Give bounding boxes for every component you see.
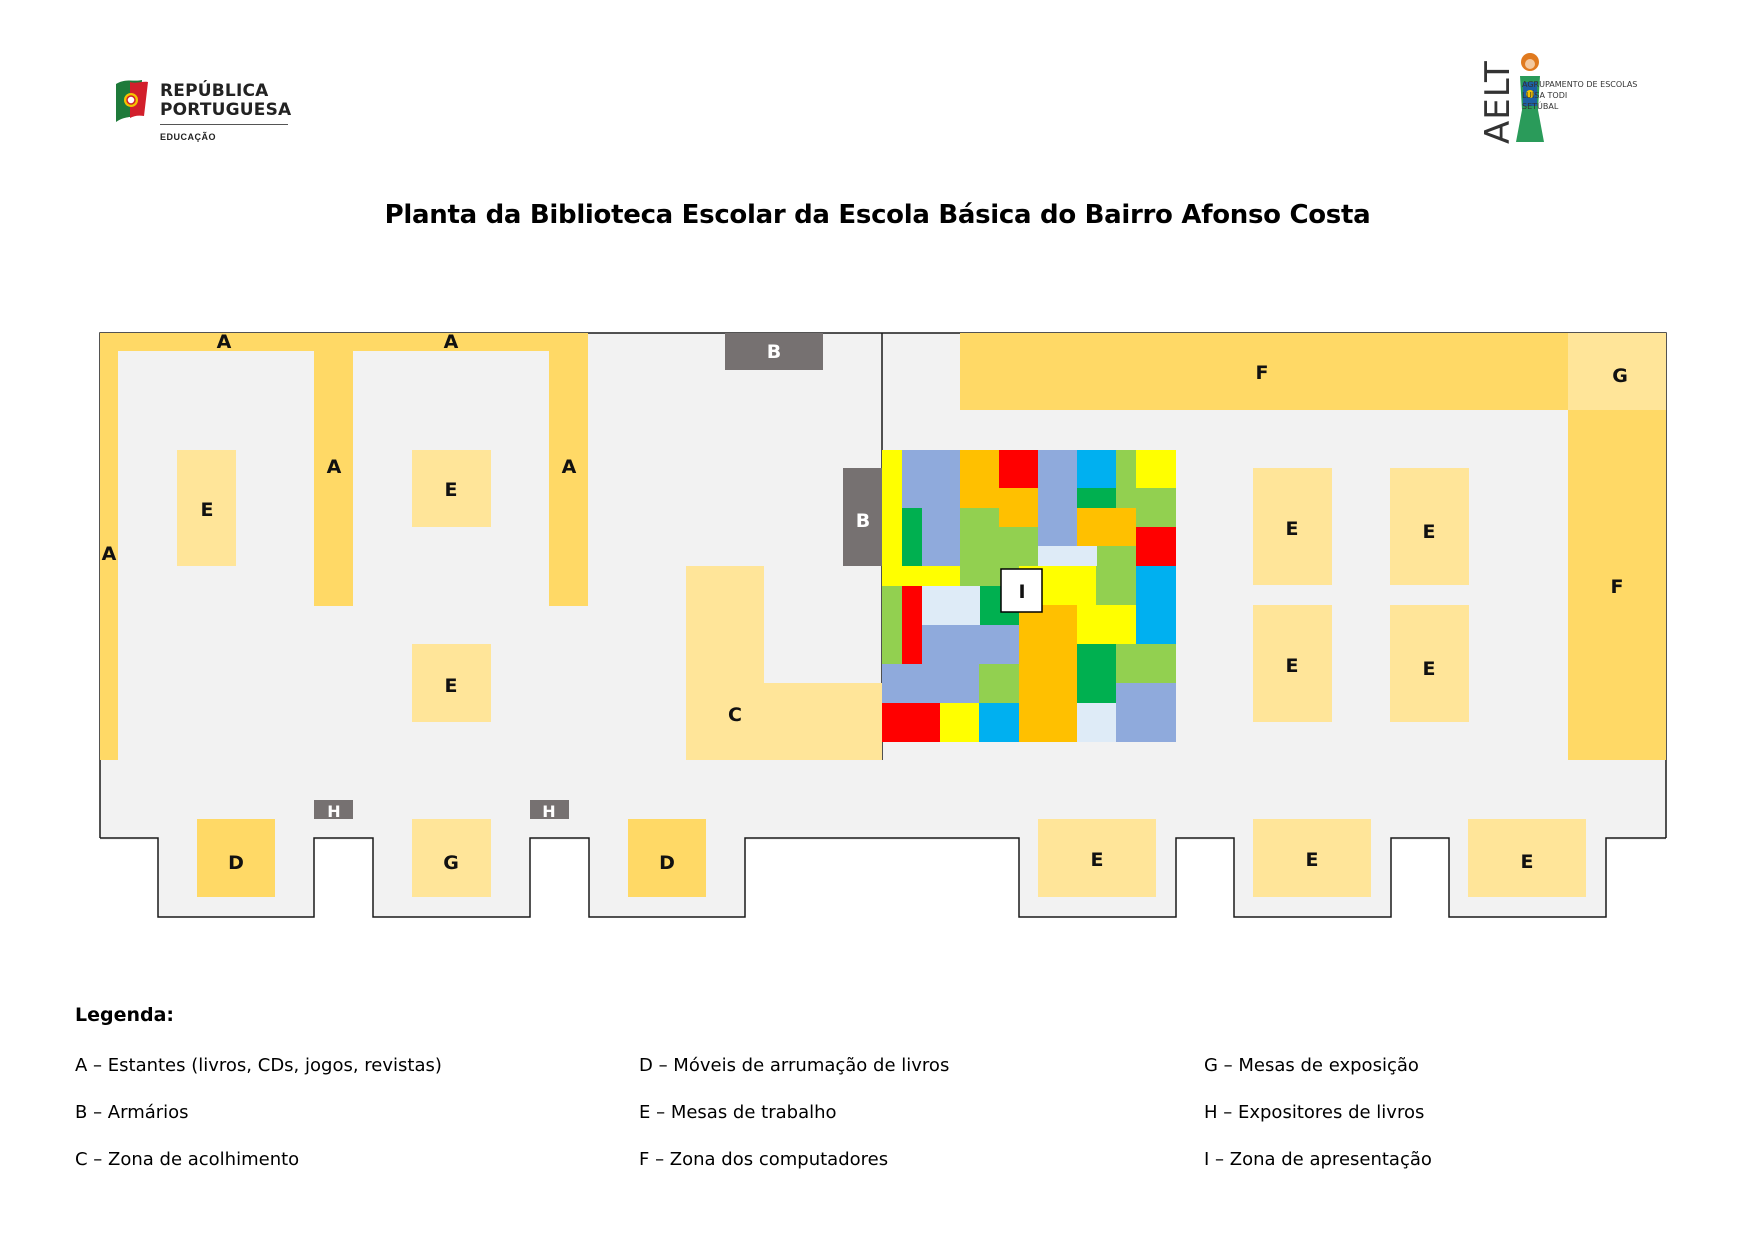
label-a: A (216, 331, 232, 353)
legend-item-h: H – Expositores de livros (1204, 1102, 1425, 1123)
legend-item-f: F – Zona dos computadores (639, 1149, 889, 1170)
label-f: F (1255, 362, 1269, 384)
label-e: E (1090, 849, 1104, 871)
legend-item-a: A – Estantes (livros, CDs, jogos, revistas) (75, 1055, 442, 1076)
legend-item-b: B – Armários (75, 1102, 189, 1123)
label-a: A (561, 456, 577, 478)
label-d: D (659, 852, 675, 874)
legend-item-i: I – Zona de apresentação (1204, 1149, 1432, 1170)
label-e: E (1305, 849, 1319, 871)
label-b: B (766, 341, 782, 363)
label-h: H (542, 802, 556, 821)
aelt-line-1: AGRUPAMENTO DE ESCOLAS (1522, 80, 1638, 89)
logo-line-2: PORTUGUESA (160, 100, 292, 120)
label-a: A (443, 331, 459, 353)
aelt-line-2: LUÍSA TODI (1522, 91, 1568, 100)
legend-item-e: E – Mesas de trabalho (639, 1102, 837, 1123)
label-e: E (1520, 851, 1534, 873)
label-i: I (1018, 581, 1026, 603)
aelt-letters: AELT (1478, 60, 1518, 144)
label-c: C (728, 704, 742, 726)
shelf-top (100, 333, 588, 351)
label-g: G (1612, 365, 1628, 387)
aelt-line-3: SETÚBAL (1522, 102, 1559, 111)
page-title: Planta da Biblioteca Escolar da Escola Básica do Bairro Afonso Costa (384, 200, 1371, 230)
label-b: B (855, 510, 871, 532)
label-a: A (101, 543, 117, 565)
label-d: D (228, 852, 244, 874)
legend-item-c: C – Zona de acolhimento (75, 1149, 300, 1170)
legend-item-d: D – Móveis de arrumação de livros (639, 1055, 950, 1076)
logo-subtitle: EDUCAÇÃO (160, 132, 217, 142)
label-e: E (200, 499, 214, 521)
label-g: G (443, 852, 459, 874)
logo-line-1: REPÚBLICA (160, 81, 269, 101)
label-e: E (444, 675, 458, 697)
label-e: E (444, 479, 458, 501)
label-e: E (1285, 655, 1299, 677)
label-a: A (326, 456, 342, 478)
legend-heading: Legenda: (75, 1004, 175, 1026)
label-e: E (1422, 521, 1436, 543)
shelf-column-1 (314, 351, 353, 606)
shelf-column-2 (549, 351, 588, 606)
label-e: E (1285, 518, 1299, 540)
legend-item-g: G – Mesas de exposição (1204, 1055, 1419, 1076)
label-h: H (327, 802, 341, 821)
label-f: F (1610, 576, 1624, 598)
label-e: E (1422, 658, 1436, 680)
